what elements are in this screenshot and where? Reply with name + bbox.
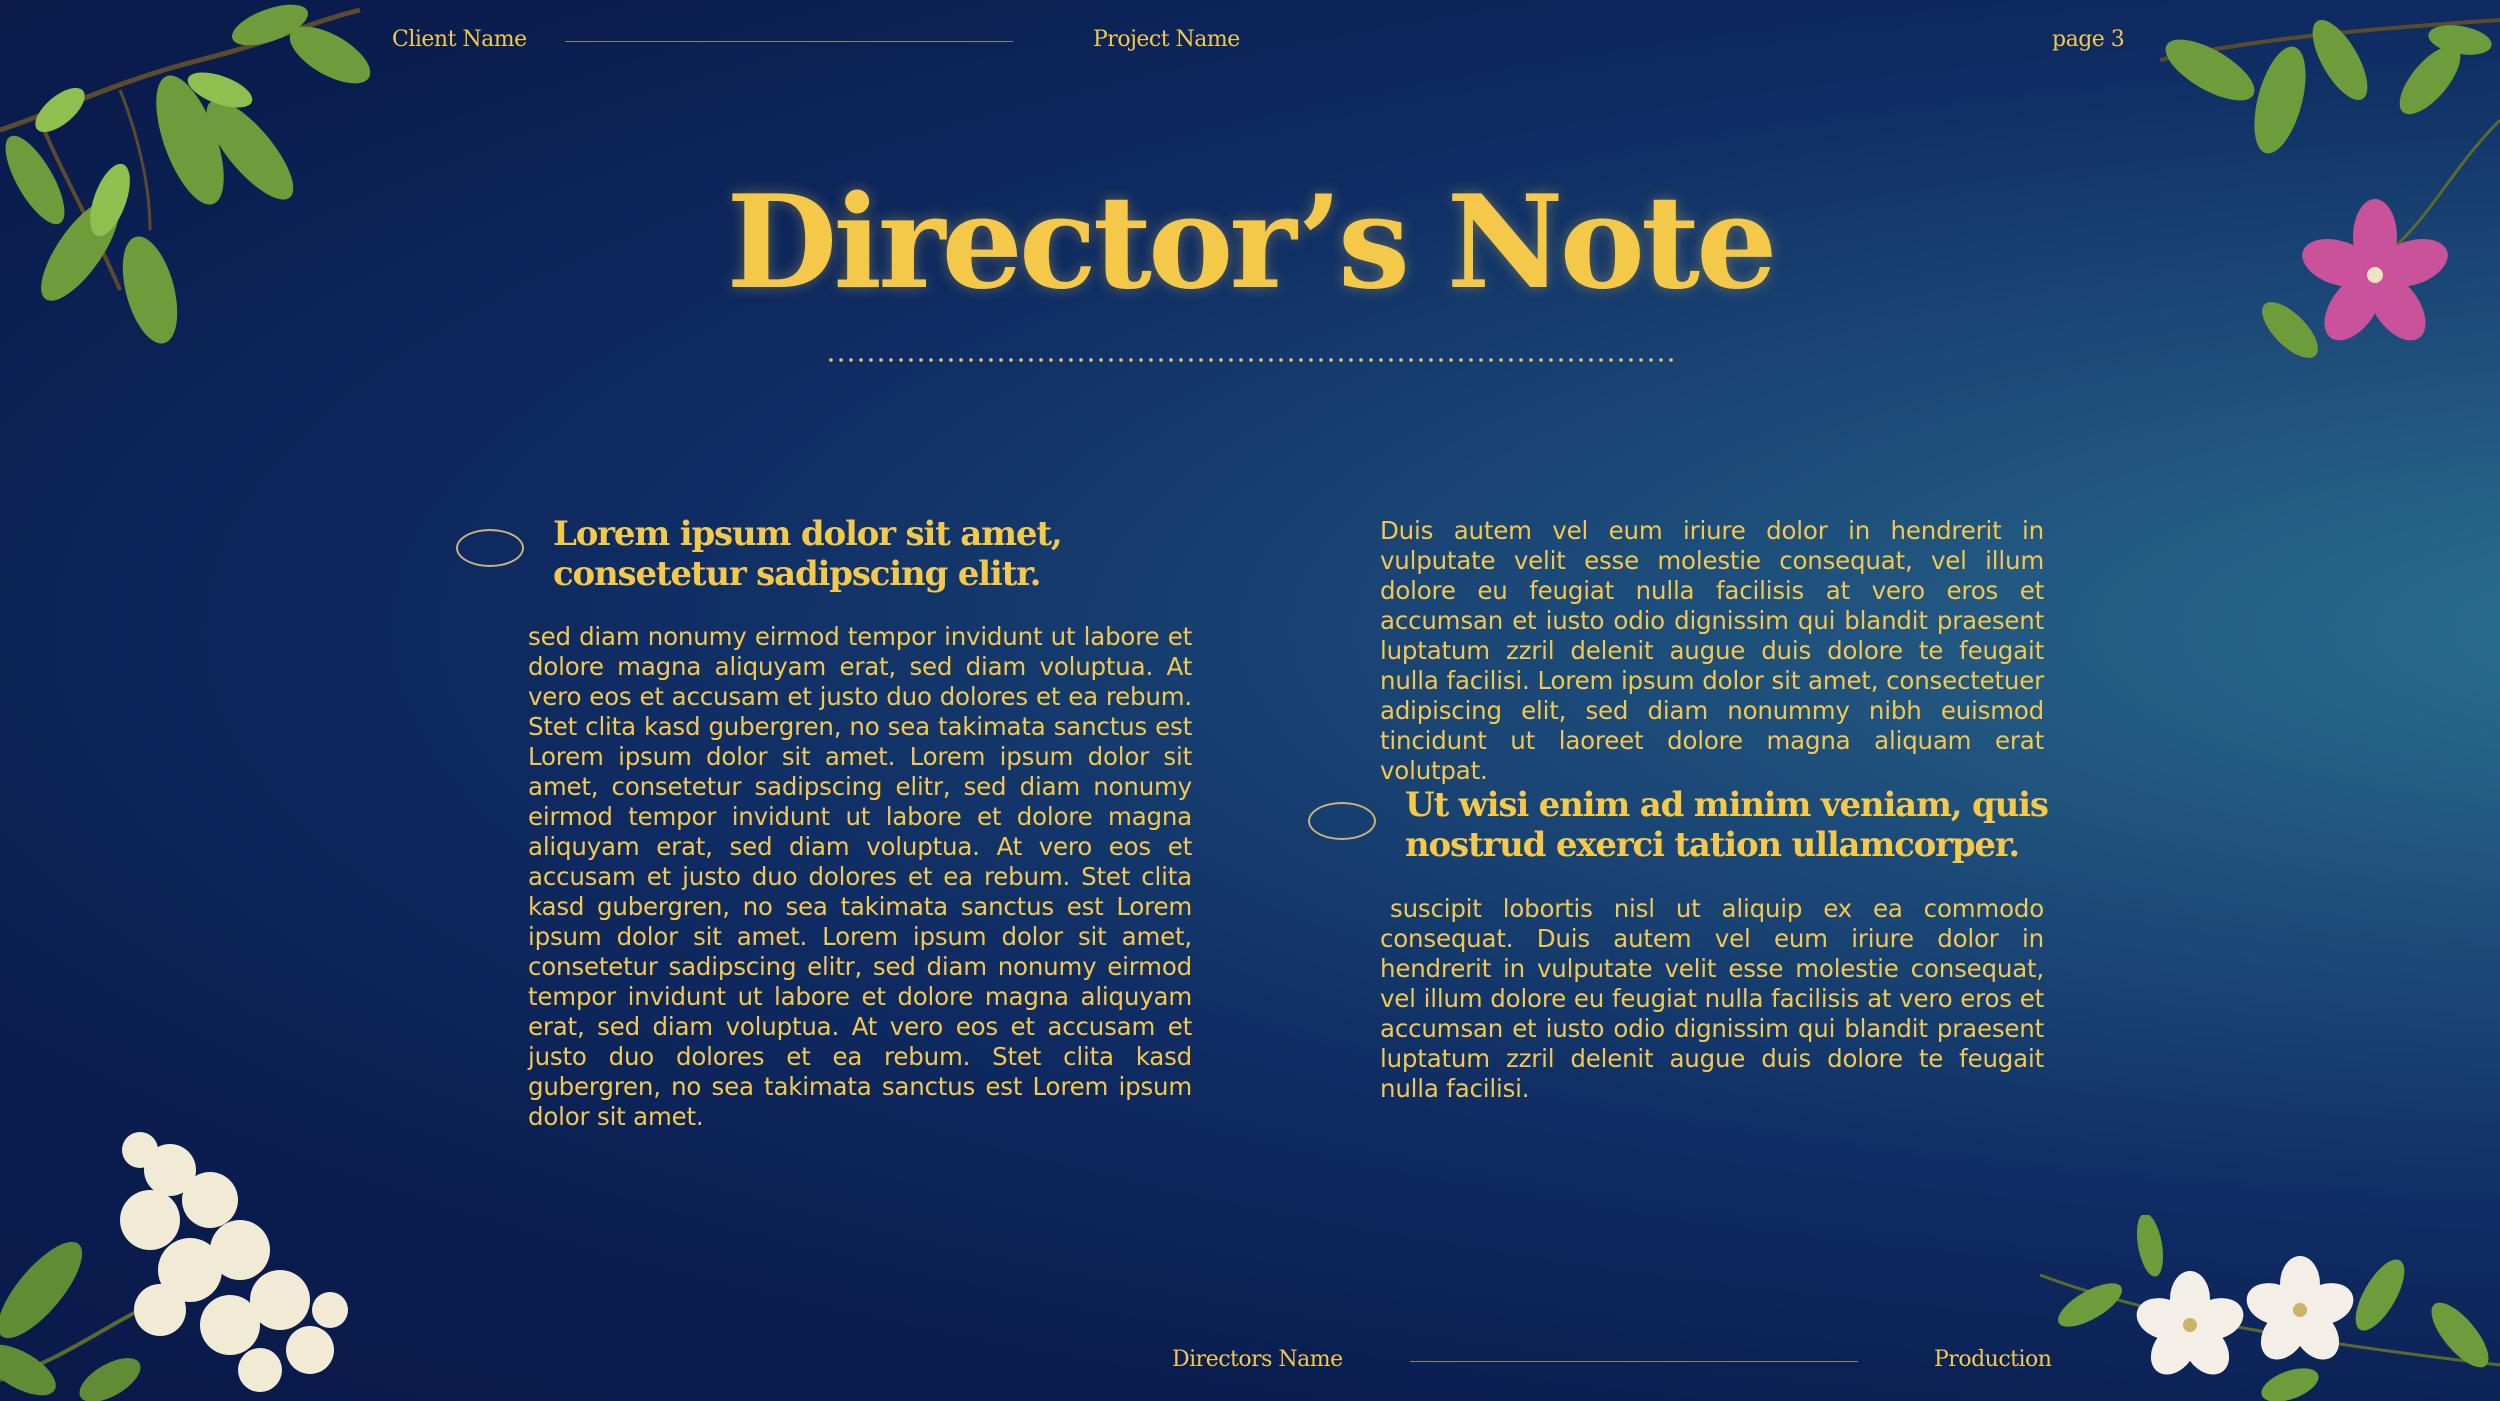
right-heading-bullet [1308, 802, 1376, 840]
right-body-text-top: Duis autem vel eum iriure dolor in hendrerit in vulputate velit esse molestie consequat, vel illum dolore eu feugiat nulla facilisis at vero eros et accumsan et iusto odio dignissim qui blandit praesent luptatum zzril delenit augue duis dolore te feugait nulla facilisi. Lorem ipsum dolor sit amet, consectetuer adipiscing elit, sed diam nonummy nibh euismod tincidunt ut laoreet dolore magna aliquam erat volutpat. [1380, 516, 2044, 785]
page-number: page 3 [2052, 27, 2125, 52]
page-title: Director’s Note [726, 168, 1774, 318]
left-body-text: sed diam nonumy eirmod tempor invidunt ut labore et dolore magna aliquyam erat, sed diam voluptua. At vero eos et accusam et justo duo dolores et ea rebum. Stet clita kasd gubergren, no sea takimata sanctus est Lorem ipsum dolor sit amet. Lorem ipsum dolor sit amet, consetetur sadipscing elitr, sed diam nonumy eirmod tempor invidunt ut labore et dolore magna aliquyam erat, sed diam voluptua. At vero eos et accusam et justo duo dolores et ea rebum. Stet clita kasd gubergren, no sea takimata sanctus est Lorem ipsum dolor sit amet. Lorem ipsum dolor sit amet, consetetur sadipscing elitr, sed diam nonumy eirmod tempor invidunt ut labore et dolore magna aliquyam erat, sed diam voluptua. At vero eos et accusam et justo duo dolores et ea rebum. Stet clita kasd gubergren, no sea takimata sanctus est Lorem ipsum dolor sit amet. [528, 622, 1192, 1131]
header-rule [565, 41, 1013, 42]
left-heading-bullet [456, 529, 524, 567]
title-dotted-divider [826, 356, 1676, 364]
left-heading: Lorem ipsum dolor sit amet, consetetur sadipscing elitr. [553, 514, 1062, 594]
white-elderflower-bottom-left-icon [0, 1110, 380, 1401]
directors-name: Directors Name [1172, 1347, 1343, 1372]
footer-rule [1410, 1361, 1858, 1362]
right-heading: Ut wisi enim ad minim veniam, quis nostrud exerci tation ullamcorper. [1405, 785, 2048, 865]
white-blossoms-bottom-right-icon [2040, 1215, 2500, 1401]
flowering-branch-top-right-icon [2130, 0, 2500, 400]
production-label: Production [1934, 1347, 2052, 1372]
leafy-branch-top-left-icon [0, 0, 380, 370]
project-name: Project Name [1093, 27, 1240, 52]
client-name: Client Name [392, 27, 527, 52]
right-body-text-bottom: suscipit lobortis nisl ut aliquip ex ea commodo consequat. Duis autem vel eum iriure dolor in hendrerit in vulputate velit esse molestie consequat, vel illum dolore eu feugiat nulla facilisis at vero eros et accumsan et iusto odio dignissim qui blandit praesent luptatum zzril delenit augue duis dolore te feugait nulla facilisi. [1380, 894, 2044, 1103]
